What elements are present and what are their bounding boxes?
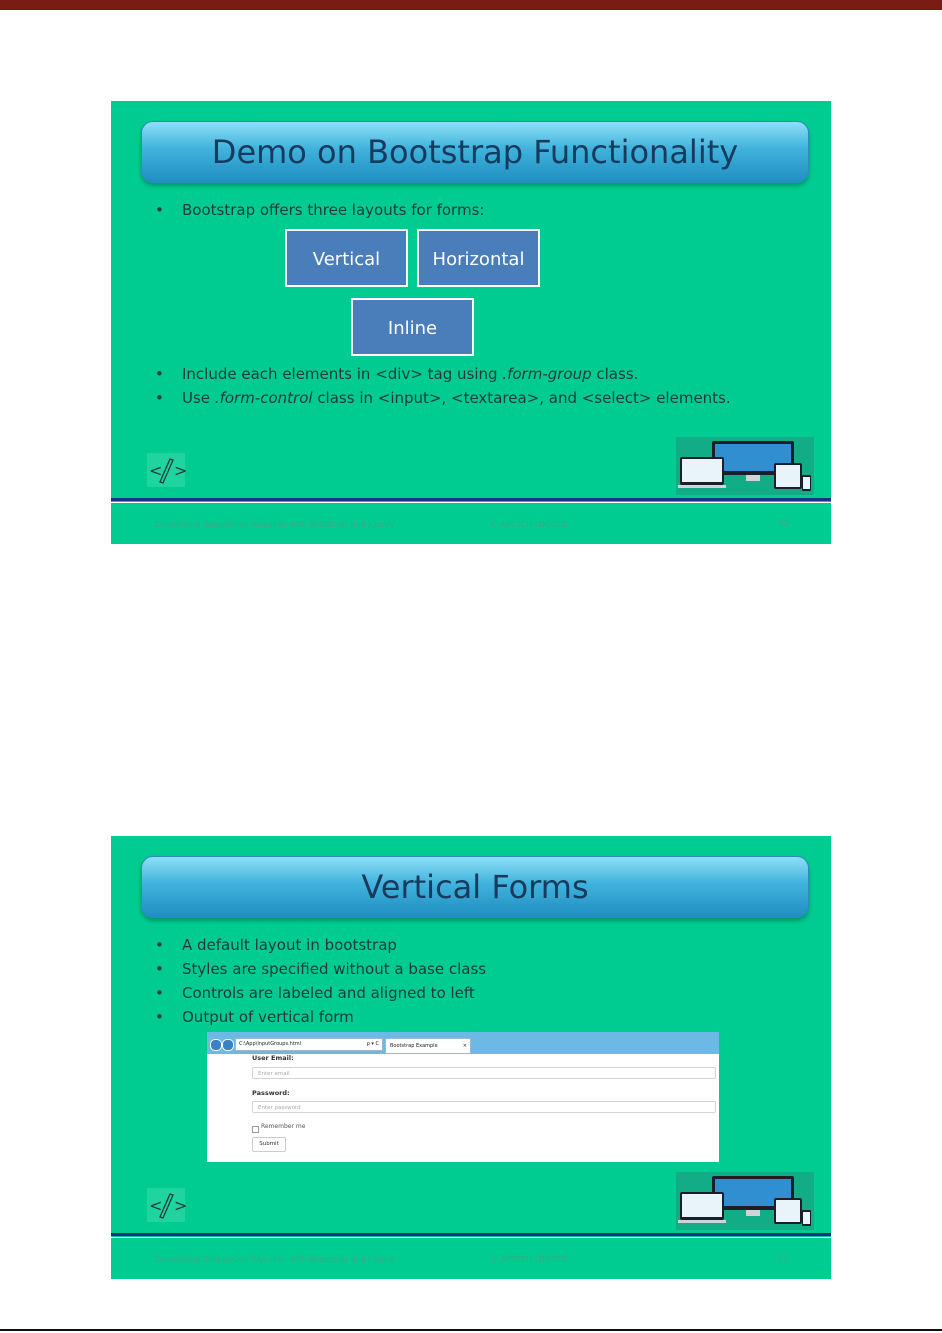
browser-toolbar <box>207 1032 719 1054</box>
header-rule <box>0 0 942 10</box>
bullet-text: Bootstrap offers three layouts for forms: <box>182 201 485 219</box>
bullet-text: Use <box>182 389 215 407</box>
svg-text:>: > <box>174 1196 188 1215</box>
class-name-form-control: .form-control <box>214 389 313 407</box>
footer-page-number: 20 <box>778 519 789 528</box>
bullet-item: • A default layout in bootstrap <box>155 933 815 957</box>
footer-divider <box>111 498 831 501</box>
password-label: Password: <box>252 1089 290 1097</box>
code-pencil-icon <box>147 453 188 487</box>
code-pencil-icon <box>147 1188 188 1222</box>
svg-text:>: > <box>174 461 188 480</box>
email-label: User Email: <box>252 1054 294 1062</box>
bullet-item <box>155 198 815 222</box>
bullet-text: class. <box>591 365 639 383</box>
footer-divider-light <box>111 502 831 503</box>
footer-course-title: Developing Responsive Websites with Bootstrap and jQuery <box>155 1255 395 1264</box>
bullet-list-2 <box>155 362 815 410</box>
slide-bootstrap-functionality <box>111 101 831 544</box>
footer-course-title: Developing Responsive Websites with Bootstrap and jQuery <box>155 520 395 529</box>
browser-tab <box>385 1038 471 1054</box>
address-bar <box>235 1038 383 1051</box>
password-field: Enter password <box>252 1101 716 1113</box>
submit-button: Submit <box>252 1137 286 1152</box>
back-icon <box>210 1039 222 1051</box>
email-field: Enter email <box>252 1067 716 1079</box>
remember-checkbox <box>252 1126 259 1133</box>
bullet-text: Include each elements in <div> tag using <box>182 365 503 383</box>
browser-screenshot <box>207 1032 719 1162</box>
responsive-devices-image <box>676 437 814 495</box>
svg-text:<: < <box>149 1196 163 1215</box>
footer-divider <box>111 1233 831 1236</box>
bullet-item <box>155 386 815 410</box>
slide-title-bar <box>141 856 809 918</box>
bullet-item: • Controls are labeled and aligned to left <box>155 981 815 1005</box>
bullet-text: class in <input>, <textarea>, and <select> elements. <box>312 389 731 407</box>
remember-label: Remember me <box>261 1123 306 1130</box>
layout-box-inline: Inline <box>351 298 474 356</box>
layout-box-horizontal: Horizontal <box>417 229 540 287</box>
slide-title: Demo on Bootstrap Functionality <box>211 133 739 171</box>
class-name-form-group: .form-group <box>502 365 592 383</box>
tab-title: Bootstrap Example <box>390 1043 438 1049</box>
footer-divider-light <box>111 1237 831 1238</box>
slide-title-bar <box>141 121 809 183</box>
bullet-list <box>155 198 815 222</box>
address-text: C:\App\InputGroups.html <box>239 1041 302 1047</box>
layout-box-vertical: Vertical <box>285 229 408 287</box>
bullet-item: • Styles are specified without a base class <box>155 957 815 981</box>
footer-page-number: 21 <box>778 1254 789 1263</box>
bullet-item: • Output of vertical form <box>155 1005 815 1029</box>
bullet-list <box>155 933 815 1029</box>
responsive-devices-image <box>676 1172 814 1230</box>
footer-copyright: © APTECH LIMITED <box>490 1255 568 1264</box>
slide-title: Vertical Forms <box>361 868 589 906</box>
footer-rule <box>0 1329 942 1331</box>
slide-vertical-forms <box>111 836 831 1279</box>
svg-text:<: < <box>149 461 163 480</box>
forward-icon <box>222 1039 234 1051</box>
address-controls: ρ ▾ C <box>366 1041 379 1047</box>
footer-copyright: © APTECH LIMITED <box>490 520 568 529</box>
tab-close-icon: × <box>462 1043 467 1049</box>
bullet-item <box>155 362 815 386</box>
